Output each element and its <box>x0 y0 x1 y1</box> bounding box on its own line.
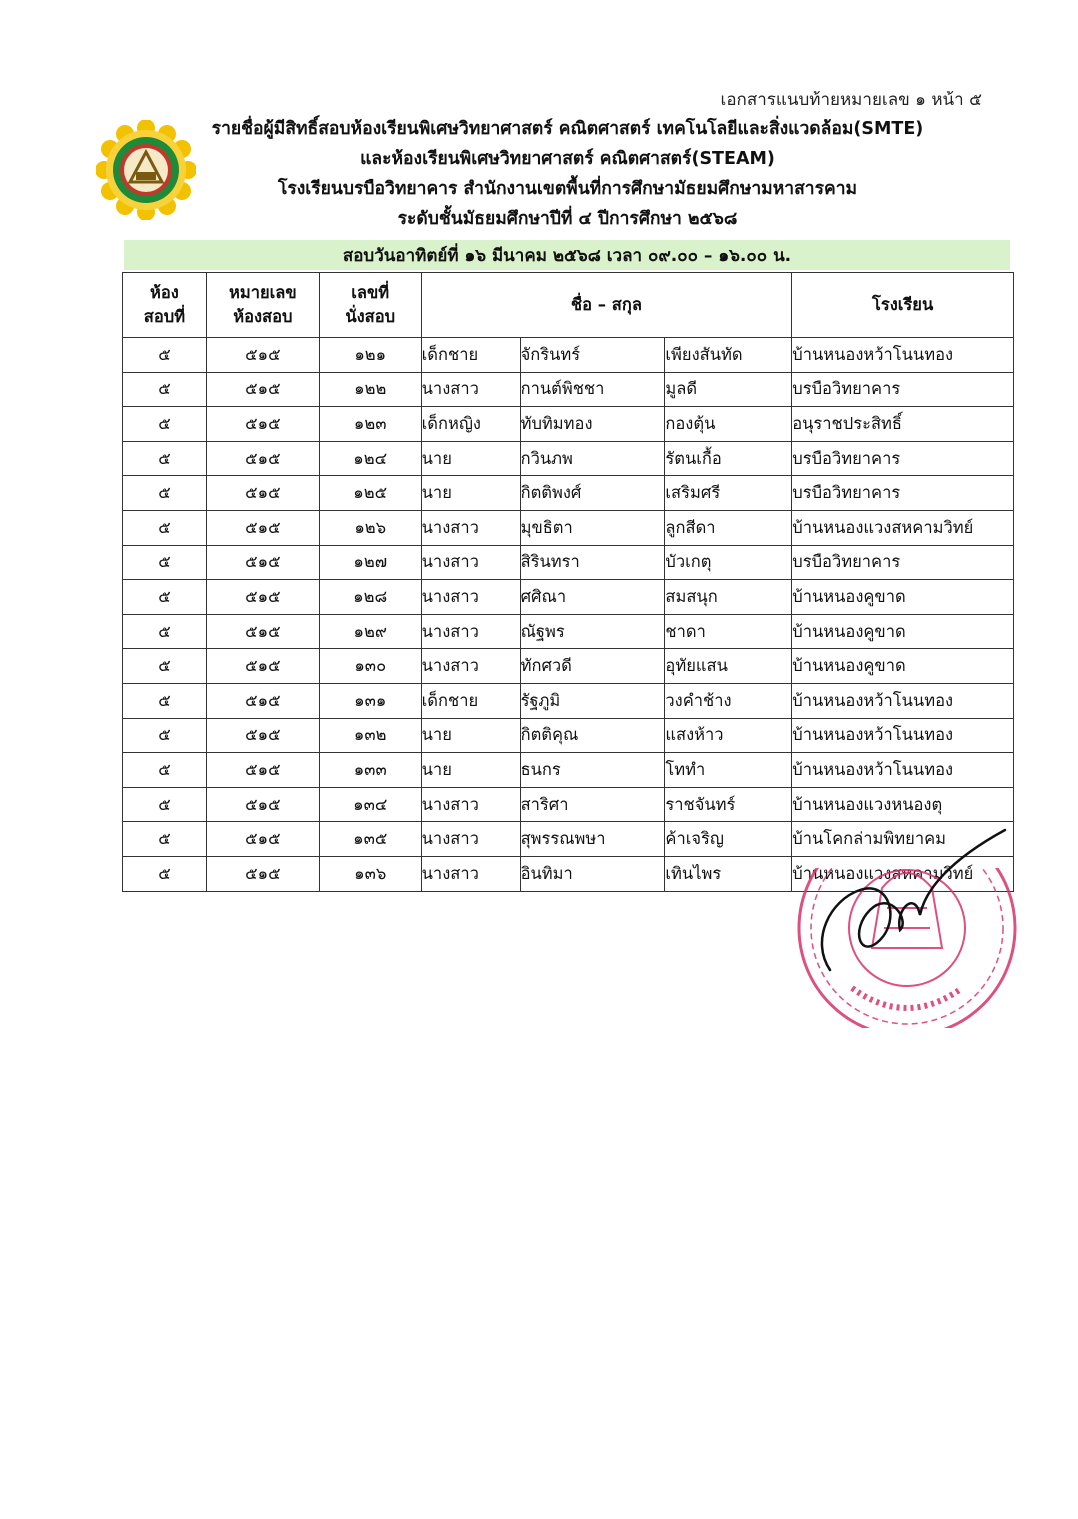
cell-first-name: ทับทิมทอง <box>520 407 665 442</box>
table-row <box>123 510 1014 545</box>
table-row <box>123 338 1014 373</box>
cell-school: บรบือวิทยาคาร <box>792 545 1014 580</box>
cell-seat: ๑๒๔ <box>319 441 421 476</box>
cell-seat: ๑๒๑ <box>319 338 421 373</box>
cell-last-name: เพียงสันทัด <box>665 338 792 373</box>
cell-room: ๕ <box>123 649 207 684</box>
cell-prefix: นาย <box>421 441 520 476</box>
cell-room: ๕ <box>123 614 207 649</box>
cell-room: ๕ <box>123 683 207 718</box>
cell-last-name: โททำ <box>665 753 792 788</box>
title-line-3: โรงเรียนบรบือวิทยาคาร สำนักงานเขตพื้นที่การศึกษามัธยมศึกษามหาสารคาม <box>277 179 858 199</box>
cell-seat: ๑๒๒ <box>319 372 421 407</box>
cell-room-number: ๕๑๕ <box>206 856 319 891</box>
cell-school: บรบือวิทยาคาร <box>792 476 1014 511</box>
table-row <box>123 580 1014 615</box>
cell-last-name: ราชจันทร์ <box>665 787 792 822</box>
table-row <box>123 649 1014 684</box>
cell-room-number: ๕๑๕ <box>206 753 319 788</box>
cell-room: ๕ <box>123 476 207 511</box>
document-reference: เอกสารแนบท้ายหมายเลข ๑ หน้า ๕ <box>720 90 982 110</box>
cell-school: บ้านหนองคูขาด <box>792 580 1014 615</box>
cell-school: บ้านหนองหว้าโนนทอง <box>792 753 1014 788</box>
table-row <box>123 787 1014 822</box>
cell-school: บ้านหนองหว้าโนนทอง <box>792 718 1014 753</box>
header-school: โรงเรียน <box>792 273 1014 338</box>
cell-prefix: นางสาว <box>421 372 520 407</box>
cell-room-number: ๕๑๕ <box>206 649 319 684</box>
table-row <box>123 372 1014 407</box>
cell-seat: ๑๒๓ <box>319 407 421 442</box>
cell-last-name: มูลดี <box>665 372 792 407</box>
table-row <box>123 614 1014 649</box>
handwritten-signature <box>800 820 1020 990</box>
cell-seat: ๑๓๕ <box>319 822 421 857</box>
cell-first-name: สิรินทรา <box>520 545 665 580</box>
cell-first-name: สุพรรณพษา <box>520 822 665 857</box>
cell-prefix: นาย <box>421 476 520 511</box>
cell-school: บ้านหนองแวงสหคามวิทย์ <box>792 510 1014 545</box>
cell-room-number: ๕๑๕ <box>206 476 319 511</box>
cell-last-name: อุทัยแสน <box>665 649 792 684</box>
cell-seat: ๑๒๗ <box>319 545 421 580</box>
cell-school: บรบือวิทยาคาร <box>792 372 1014 407</box>
cell-room-number: ๕๑๕ <box>206 580 319 615</box>
cell-seat: ๑๓๖ <box>319 856 421 891</box>
cell-first-name: กวินภพ <box>520 441 665 476</box>
cell-first-name: ศศิณา <box>520 580 665 615</box>
cell-room-number: ๕๑๕ <box>206 822 319 857</box>
cell-school: บ้านหนองคูขาด <box>792 614 1014 649</box>
cell-first-name: กิตติพงศ์ <box>520 476 665 511</box>
school-emblem-icon <box>96 120 196 220</box>
cell-prefix: เด็กชาย <box>421 683 520 718</box>
cell-room-number: ๕๑๕ <box>206 372 319 407</box>
header-name: ชื่อ – สกุล <box>421 273 792 338</box>
cell-first-name: สาริศา <box>520 787 665 822</box>
cell-room-number: ๕๑๕ <box>206 787 319 822</box>
cell-school: บ้านหนองหว้าโนนทอง <box>792 338 1014 373</box>
table-header-row <box>123 273 1014 338</box>
cell-school: บ้านหนองหว้าโนนทอง <box>792 683 1014 718</box>
cell-seat: ๑๓๒ <box>319 718 421 753</box>
cell-first-name: จักรินทร์ <box>520 338 665 373</box>
cell-room: ๕ <box>123 856 207 891</box>
table-row <box>123 683 1014 718</box>
cell-room-number: ๕๑๕ <box>206 545 319 580</box>
cell-prefix: เด็กชาย <box>421 338 520 373</box>
cell-room: ๕ <box>123 372 207 407</box>
cell-prefix: นางสาว <box>421 787 520 822</box>
cell-room: ๕ <box>123 787 207 822</box>
table-row <box>123 476 1014 511</box>
cell-first-name: อินทิมา <box>520 856 665 891</box>
candidate-table <box>122 272 1014 892</box>
cell-seat: ๑๒๕ <box>319 476 421 511</box>
cell-school: บรบือวิทยาคาร <box>792 441 1014 476</box>
cell-first-name: รัฐภูมิ <box>520 683 665 718</box>
cell-last-name: แสงห้าว <box>665 718 792 753</box>
cell-prefix: นางสาว <box>421 545 520 580</box>
cell-prefix: นาย <box>421 753 520 788</box>
cell-seat: ๑๓๐ <box>319 649 421 684</box>
cell-room: ๕ <box>123 510 207 545</box>
cell-seat: ๑๓๔ <box>319 787 421 822</box>
cell-seat: ๑๒๙ <box>319 614 421 649</box>
cell-room-number: ๕๑๕ <box>206 718 319 753</box>
cell-room: ๕ <box>123 338 207 373</box>
cell-first-name: กิตติคุณ <box>520 718 665 753</box>
cell-room: ๕ <box>123 580 207 615</box>
exam-date-banner: สอบวันอาทิตย์ที่ ๑๖ มีนาคม ๒๕๖๘ เวลา ๐๙.๐๐ – ๑๖.๐๐ น. <box>124 240 1010 270</box>
table-row <box>123 718 1014 753</box>
table-row <box>123 441 1014 476</box>
cell-last-name: ชาดา <box>665 614 792 649</box>
cell-school: อนุราชประสิทธิ์ <box>792 407 1014 442</box>
cell-prefix: นาย <box>421 718 520 753</box>
cell-room-number: ๕๑๕ <box>206 683 319 718</box>
title-line-4: ระดับชั้นมัธยมศึกษาปีที่ ๔ ปีการศึกษา ๒๕๖๘ <box>397 209 738 229</box>
cell-seat: ๑๒๖ <box>319 510 421 545</box>
cell-room: ๕ <box>123 753 207 788</box>
cell-first-name: ทักศวดี <box>520 649 665 684</box>
cell-last-name: วงคำช้าง <box>665 683 792 718</box>
cell-last-name: ค้าเจริญ <box>665 822 792 857</box>
cell-last-name: เสริมศรี <box>665 476 792 511</box>
cell-room: ๕ <box>123 407 207 442</box>
cell-room-number: ๕๑๕ <box>206 338 319 373</box>
cell-prefix: เด็กหญิง <box>421 407 520 442</box>
cell-room-number: ๕๑๕ <box>206 510 319 545</box>
cell-last-name: เทินไพร <box>665 856 792 891</box>
cell-first-name: มุขธิตา <box>520 510 665 545</box>
cell-prefix: นางสาว <box>421 822 520 857</box>
cell-first-name: ณัฐพร <box>520 614 665 649</box>
title-line-1: รายชื่อผู้มีสิทธิ์สอบห้องเรียนพิเศษวิทยาศาสตร์ คณิตศาสตร์ เทคโนโลยีและสิ่งแวดล้อม(SMTE) <box>211 119 924 139</box>
cell-seat: ๑๓๑ <box>319 683 421 718</box>
cell-room-number: ๕๑๕ <box>206 614 319 649</box>
cell-last-name: กองตุ้น <box>665 407 792 442</box>
cell-prefix: นางสาว <box>421 580 520 615</box>
cell-prefix: นางสาว <box>421 649 520 684</box>
cell-school: บ้านหนองคูขาด <box>792 649 1014 684</box>
cell-prefix: นางสาว <box>421 510 520 545</box>
cell-last-name: รัตนเกื้อ <box>665 441 792 476</box>
table-row <box>123 545 1014 580</box>
cell-first-name: กานต์พิชชา <box>520 372 665 407</box>
table-row <box>123 753 1014 788</box>
cell-seat: ๑๓๓ <box>319 753 421 788</box>
cell-last-name: บัวเกตุ <box>665 545 792 580</box>
table-row <box>123 407 1014 442</box>
header-room: ห้อง สอบที่ <box>123 273 207 338</box>
header-seat: เลขที่ นั่งสอบ <box>319 273 421 338</box>
cell-seat: ๑๒๘ <box>319 580 421 615</box>
cell-last-name: สมสนุก <box>665 580 792 615</box>
cell-school: บ้านโคกล่ามพิทยาคม <box>792 822 1014 857</box>
title-line-2: และห้องเรียนพิเศษวิทยาศาสตร์ คณิตศาสตร์(STEAM) <box>360 149 775 169</box>
cell-room: ๕ <box>123 822 207 857</box>
cell-school: บ้านหนองแวงหนองตุ <box>792 787 1014 822</box>
cell-prefix: นางสาว <box>421 614 520 649</box>
cell-room-number: ๕๑๕ <box>206 407 319 442</box>
cell-room: ๕ <box>123 441 207 476</box>
cell-prefix: นางสาว <box>421 856 520 891</box>
cell-last-name: ลูกสีดา <box>665 510 792 545</box>
document-title <box>195 114 940 234</box>
cell-room: ๕ <box>123 718 207 753</box>
cell-room-number: ๕๑๕ <box>206 441 319 476</box>
cell-room: ๕ <box>123 545 207 580</box>
header-room-number: หมายเลข ห้องสอบ <box>206 273 319 338</box>
cell-first-name: ธนกร <box>520 753 665 788</box>
cell-school: บ้านหนองแวงสหคามวิทย์ <box>792 856 1014 891</box>
